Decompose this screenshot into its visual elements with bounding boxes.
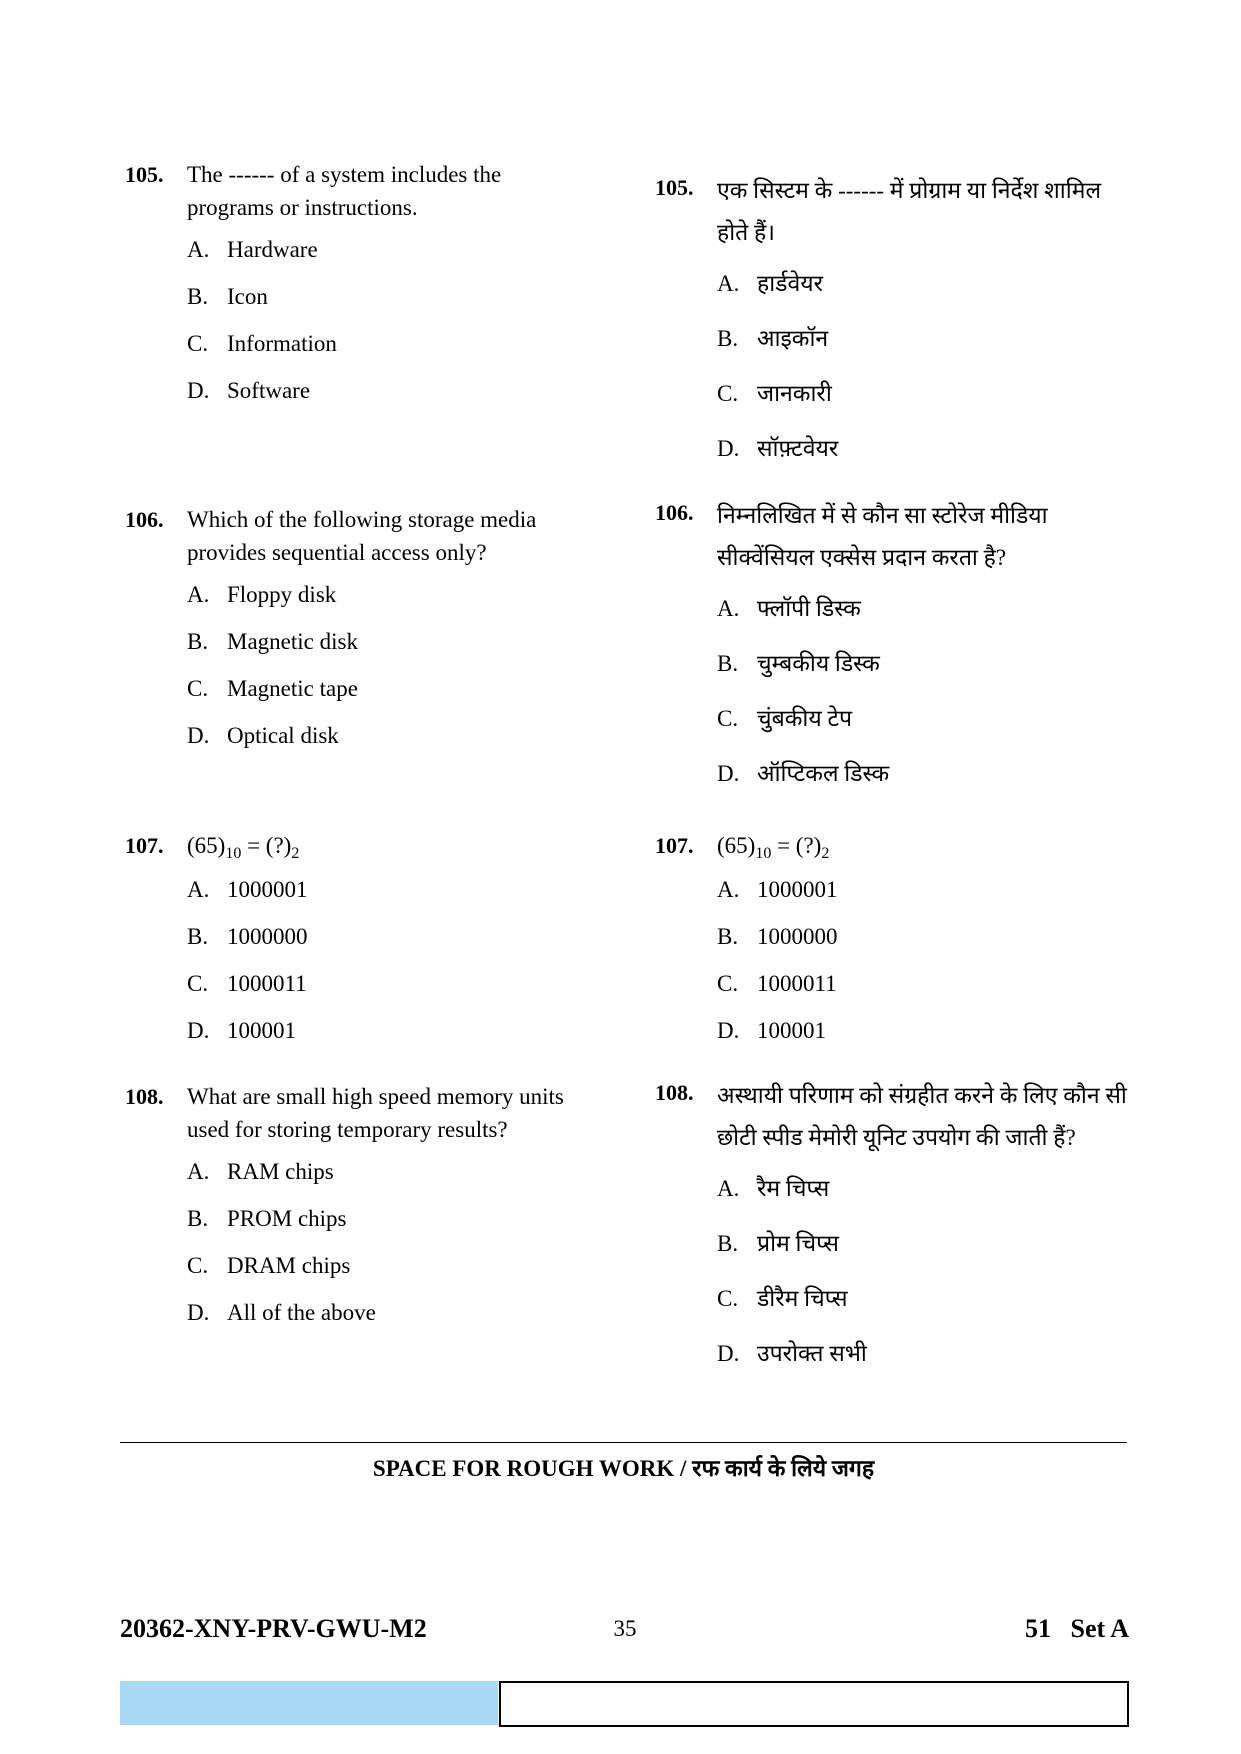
question-number: 105. (655, 175, 694, 200)
rough-work-heading: SPACE FOR ROUGH WORK / रफ कार्य के लिये जगह (372, 1456, 875, 1481)
question-number: 105. (125, 162, 164, 187)
question-108-en (125, 1080, 595, 1336)
question-number: 107. (125, 833, 164, 858)
option-a: A. Floppy disk (187, 582, 337, 607)
question-text: एक सिस्टम के ------ में प्रोग्राम या निर्देश शामिल होते हैं। (717, 178, 1102, 245)
option-c: C. चुंबकीय टेप (717, 706, 853, 731)
option-b: B. चुम्बकीय डिस्क (717, 651, 880, 676)
option-d: D. 100001 (717, 1018, 826, 1043)
question-number: 108. (125, 1084, 164, 1109)
option-d: D. Optical disk (187, 723, 339, 748)
option-a: A. फ्लॉपी डिस्क (717, 596, 861, 621)
option-b: B. 1000000 (717, 924, 838, 949)
question-105-hi (655, 170, 1135, 476)
question-108-hi (655, 1075, 1135, 1381)
option-d: D. ऑप्टिकल डिस्क (717, 761, 890, 786)
rough-work-divider (120, 1442, 1127, 1443)
question-number: 106. (655, 500, 694, 525)
option-b: B. PROM chips (187, 1206, 347, 1231)
question-text: निम्नलिखित में से कौन सा स्टोरेज मीडिया सीक्वेंसियल एक्सेस प्रदान करता है? (717, 503, 1048, 570)
option-d: D. उपरोक्त सभी (717, 1341, 867, 1366)
page-number: 35 (613, 1616, 637, 1641)
option-a: A. 1000001 (717, 877, 838, 902)
option-c: C. 1000011 (187, 971, 307, 996)
paper-code: 20362-XNY-PRV-GWU-M2 (120, 1614, 427, 1643)
option-a: A. Hardware (187, 237, 318, 262)
question-text: अस्थायी परिणाम को संग्रहीत करने के लिए कौन सी छोटी स्पीड मेमोरी यूनिट उपयोग की जाती हैं? (717, 1083, 1127, 1150)
option-c: C. जानकारी (717, 381, 832, 406)
option-a: A. हार्डवेयर (717, 271, 824, 296)
option-d: D. Software (187, 378, 311, 403)
option-c: C. Information (187, 331, 337, 356)
option-a: A. 1000001 (187, 877, 308, 902)
option-d: D. 100001 (187, 1018, 296, 1043)
question-text: Which of the following storage media provides sequential access only? (187, 507, 537, 565)
footer-color-bar (120, 1681, 498, 1725)
question-number: 106. (125, 507, 164, 532)
question-106-en (125, 503, 595, 759)
option-b: B. 1000000 (187, 924, 308, 949)
question-text: The ------ of a system includes the programs or instructions. (187, 162, 502, 220)
option-b: B. प्रोम चिप्स (717, 1231, 839, 1256)
question-106-hi (655, 495, 1135, 801)
option-b: B. आइकॉन (717, 326, 829, 351)
option-a: A. RAM chips (187, 1159, 334, 1184)
option-a: A. रैम चिप्स (717, 1176, 830, 1201)
option-b: B. Magnetic disk (187, 629, 358, 654)
question-105-en (125, 158, 595, 414)
number-conversion-expression: $(65)_{10}$ = $(?)_2$ (187, 833, 300, 862)
question-107-hi (655, 829, 1135, 1054)
question-107-en (125, 829, 595, 1054)
footer-box (499, 1681, 1129, 1727)
option-c: C. DRAM chips (187, 1253, 351, 1278)
option-c: C. 1000011 (717, 971, 837, 996)
option-c: C. डीरैम चिप्स (717, 1286, 848, 1311)
option-d: D. All of the above (187, 1300, 376, 1325)
option-b: B. Icon (187, 284, 268, 309)
question-number: 107. (655, 833, 694, 858)
set-label: 51 Set A (1025, 1614, 1129, 1643)
question-text: What are small high speed memory units used for storing temporary results? (187, 1084, 564, 1142)
number-conversion-expression: $(65)_{10}$ = $(?)_2$ (717, 833, 830, 862)
question-number: 108. (655, 1080, 694, 1105)
option-d: D. सॉफ़्टवेयर (717, 436, 839, 461)
option-c: C. Magnetic tape (187, 676, 358, 701)
